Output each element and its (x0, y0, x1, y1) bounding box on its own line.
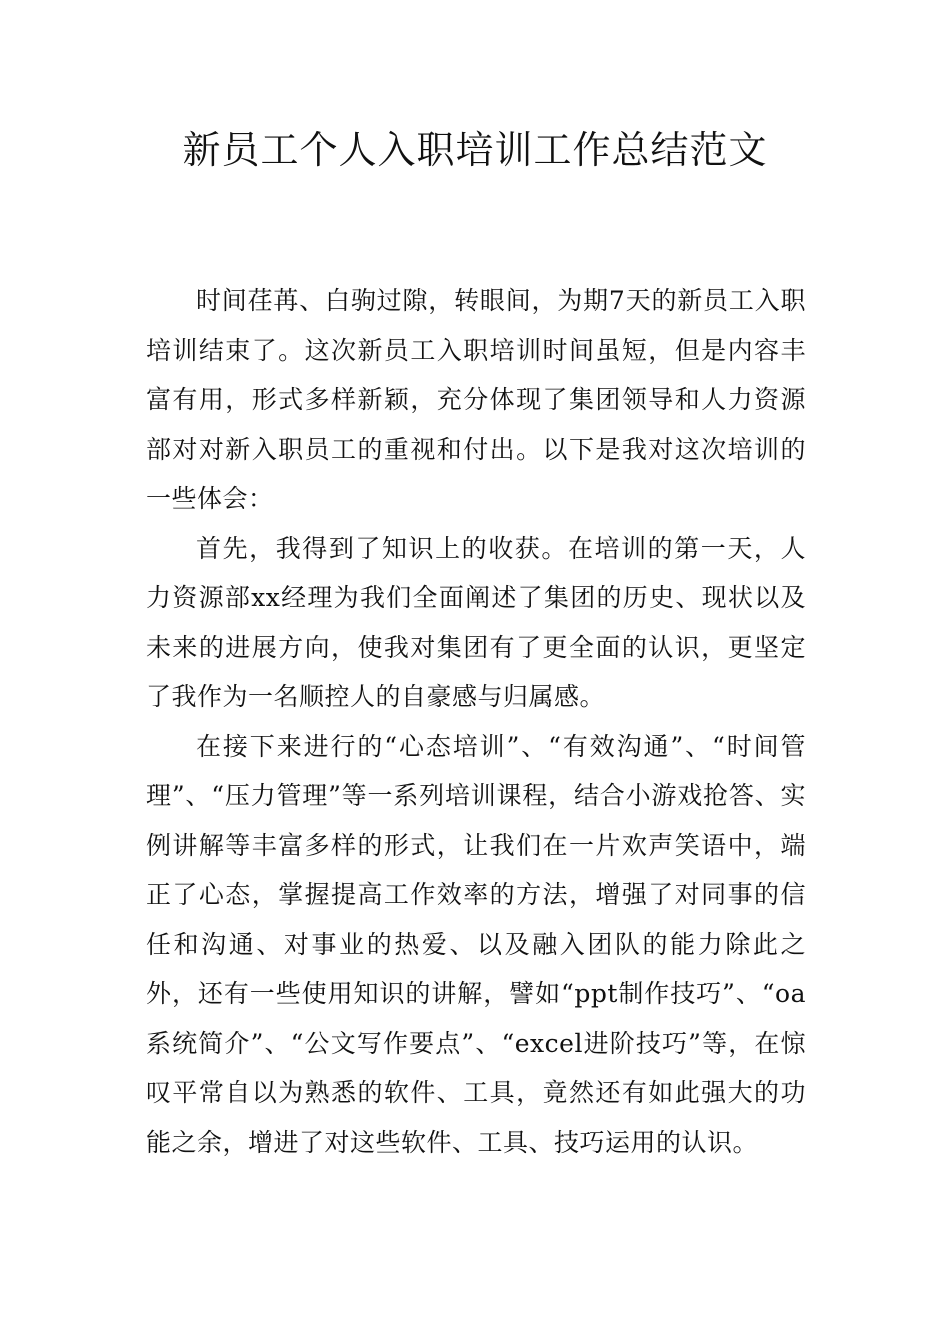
document-title: 新员工个人入职培训工作总结范文 (182, 128, 768, 172)
paragraph-intro: 时间荏苒、白驹过隙，转眼间，为期7天的新员工入职培训结束了。这次新员工入职培训时间虽短，但是内容丰富有用，形式多样新颖，充分体现了集团领导和人力资源部对对新入职员工的重视和付出。以下是我对这次培训的一些体会： (146, 286, 806, 513)
document-body (146, 276, 806, 1167)
paragraph-first-gain: 首先，我得到了知识上的收获。在培训的第一天，人力资源部xx经理为我们全面阐述了集团的历史、现状以及未来的进展方向，使我对集团有了更全面的认识，更坚定了我作为一名顺控人的自豪感与归属感。 (146, 533, 806, 711)
paragraph-courses: 在接下来进行的“心态培训”、“有效沟通”、“时间管理”、“压力管理”等一系列培训课程，结合小游戏抢答、实例讲解等丰富多样的形式，让我们在一片欢声笑语中，端正了心态，掌握提高工作效率的方法，增强了对同事的信任和沟通、对事业的热爱、以及融入团队的能力除此之外，还有一些使用知识的讲解，譬如“ppt制作技巧”、“oa系统简介”、“公文写作要点”、“excel进阶技巧”等，在惊叹平常自以为熟悉的软件、工具，竟然还有如此强大的功能之余，增进了对这些软件、工具、技巧运用的认识。 (146, 731, 806, 1157)
